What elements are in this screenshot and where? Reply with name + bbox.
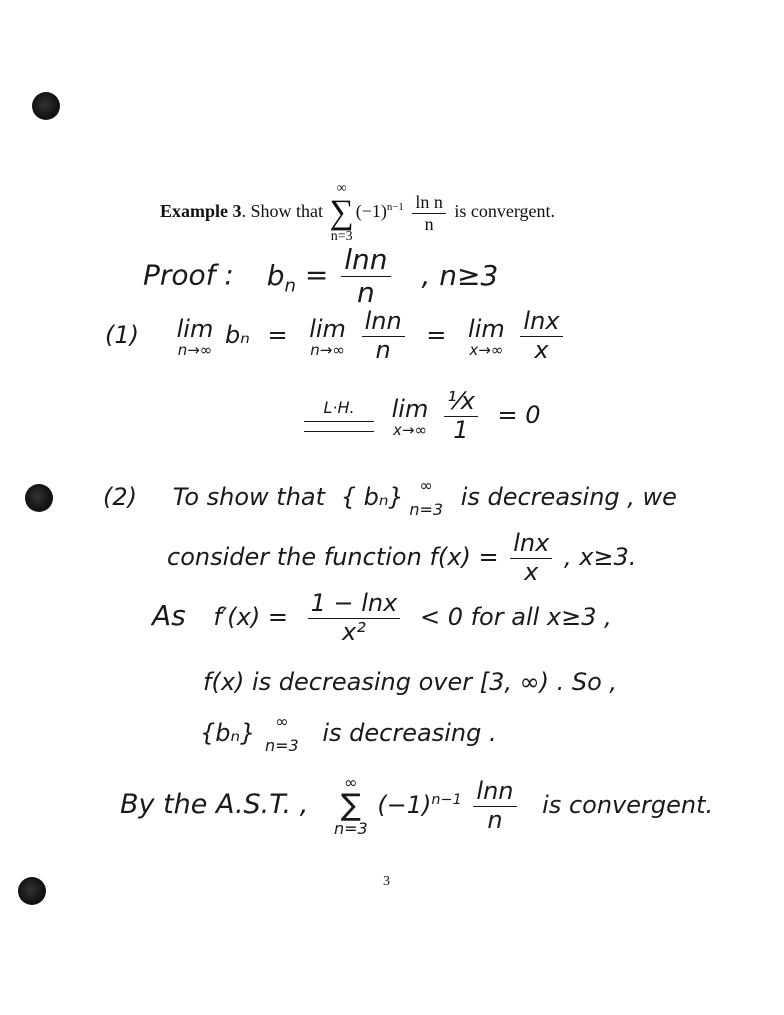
set-upper: ∞	[275, 712, 289, 731]
proof-line	[143, 244, 498, 309]
part1-line1	[105, 308, 567, 364]
denominator: x	[534, 335, 549, 364]
set-limits	[409, 478, 443, 518]
lim-text: lim	[468, 314, 505, 343]
part2-label: (2)	[103, 483, 137, 511]
sequence-set-2: {bₙ}	[200, 719, 256, 747]
sign-exponent: n−1	[386, 201, 404, 214]
fraction-derivatives	[444, 388, 478, 444]
sum-upper-limit: ∞	[336, 181, 347, 196]
part1-label: (1)	[105, 321, 139, 350]
set-limits-2	[265, 714, 299, 754]
conclusion-sum	[334, 775, 368, 837]
sign-base: (−1)	[355, 201, 387, 222]
sum-upper: ∞	[344, 773, 358, 792]
bn-symbol: b	[266, 258, 285, 292]
bn-denominator: n	[357, 276, 375, 310]
bn-fraction	[341, 244, 390, 309]
lim-subscript: n→∞	[310, 340, 345, 359]
denominator: x²	[342, 617, 366, 646]
to-show-text: To show that	[172, 483, 326, 511]
by-ast-text: By the A.S.T. ,	[120, 789, 309, 820]
set-lower: n=3	[265, 736, 299, 755]
limit-1	[177, 315, 214, 358]
part2-line1	[103, 478, 677, 518]
sigma-symbol: ∑	[329, 194, 354, 231]
part2-line5	[200, 714, 497, 754]
lim-text: lim	[176, 314, 214, 343]
proof-label: Proof :	[143, 258, 234, 292]
bn-term: bₙ	[225, 321, 250, 350]
equals-1: =	[267, 321, 288, 350]
example-fraction	[412, 192, 446, 234]
f-fraction	[510, 530, 552, 586]
limit-4	[392, 395, 429, 438]
part2-line3	[152, 590, 612, 646]
numerator: lnx	[510, 530, 552, 559]
consider-text: consider the function f(x) =	[167, 543, 499, 572]
set-upper: ∞	[419, 476, 433, 495]
double-equals-bars	[304, 421, 374, 432]
lim-subscript: x→∞	[393, 420, 427, 439]
sum-lower: n=3	[333, 819, 368, 838]
fraction-numerator: ln n	[412, 192, 446, 214]
is-decreasing-text: is decreasing .	[322, 719, 497, 747]
convergent-text: is convergent.	[542, 791, 714, 819]
lim-subscript: n→∞	[177, 340, 213, 359]
domain-text: , x≥3.	[563, 543, 637, 572]
part2-line4	[203, 668, 617, 696]
sequence-set: { bₙ}	[340, 483, 404, 511]
fprime-text: f′(x) =	[213, 603, 288, 632]
set-lower: n=3	[409, 500, 444, 519]
example-outro: is convergent.	[454, 201, 555, 222]
sum-exponent: n−1	[431, 792, 462, 808]
bn-numerator: lnn	[341, 244, 390, 277]
punch-hole-bottom	[18, 877, 46, 905]
conclusion-line	[120, 775, 713, 837]
limit-3	[468, 315, 505, 358]
numerator: lnn	[473, 778, 516, 807]
sum-lower-limit: n=3	[330, 229, 353, 244]
punch-hole-middle	[25, 484, 53, 512]
example-intro: . Show that	[241, 201, 324, 222]
numerator: lnx	[520, 308, 562, 337]
page-number: 3	[383, 874, 390, 889]
sum-sign: (−1)	[377, 791, 432, 819]
lhopital-equals	[304, 400, 374, 432]
denominator: 1	[453, 415, 469, 444]
bn-subscript: n	[284, 275, 296, 297]
numerator: lnn	[362, 308, 405, 337]
equals-sign: =	[304, 258, 329, 292]
fraction-denominator: n	[424, 213, 434, 234]
numerator: ¹⁄x	[444, 388, 478, 417]
lim-text: lim	[391, 394, 429, 423]
sigma-symbol: ∑	[340, 788, 361, 823]
limit-2	[309, 315, 346, 358]
fprime-inequality: < 0 for all x≥3 ,	[419, 603, 612, 632]
fraction-lnn-n	[362, 308, 405, 364]
denominator: n	[487, 805, 503, 834]
example-statement	[160, 182, 555, 244]
punch-hole-top	[32, 92, 60, 120]
denominator: x	[524, 557, 539, 586]
lhopital-tag: L·H.	[323, 398, 355, 418]
denominator: n	[375, 335, 391, 364]
numerator: 1 − lnx	[308, 590, 401, 619]
equals-2: =	[426, 321, 447, 350]
conclusion-fraction	[473, 778, 516, 834]
lim-text: lim	[309, 314, 346, 343]
part1-line2	[298, 388, 541, 444]
example-title: Example 3	[160, 201, 242, 222]
fraction-lnx-x	[520, 308, 562, 364]
decreasing-text: is decreasing , we	[460, 483, 677, 511]
fprime-fraction	[308, 590, 401, 646]
decreasing-over-text: f(x) is decreasing over [3, ∞) . So ,	[203, 668, 618, 696]
limit-result: = 0	[497, 401, 541, 430]
as-text: As	[152, 599, 186, 633]
bn-condition: , n≥3	[421, 258, 499, 292]
lim-subscript: x→∞	[469, 340, 504, 359]
part2-line2	[167, 530, 636, 586]
example-sum	[330, 182, 354, 244]
